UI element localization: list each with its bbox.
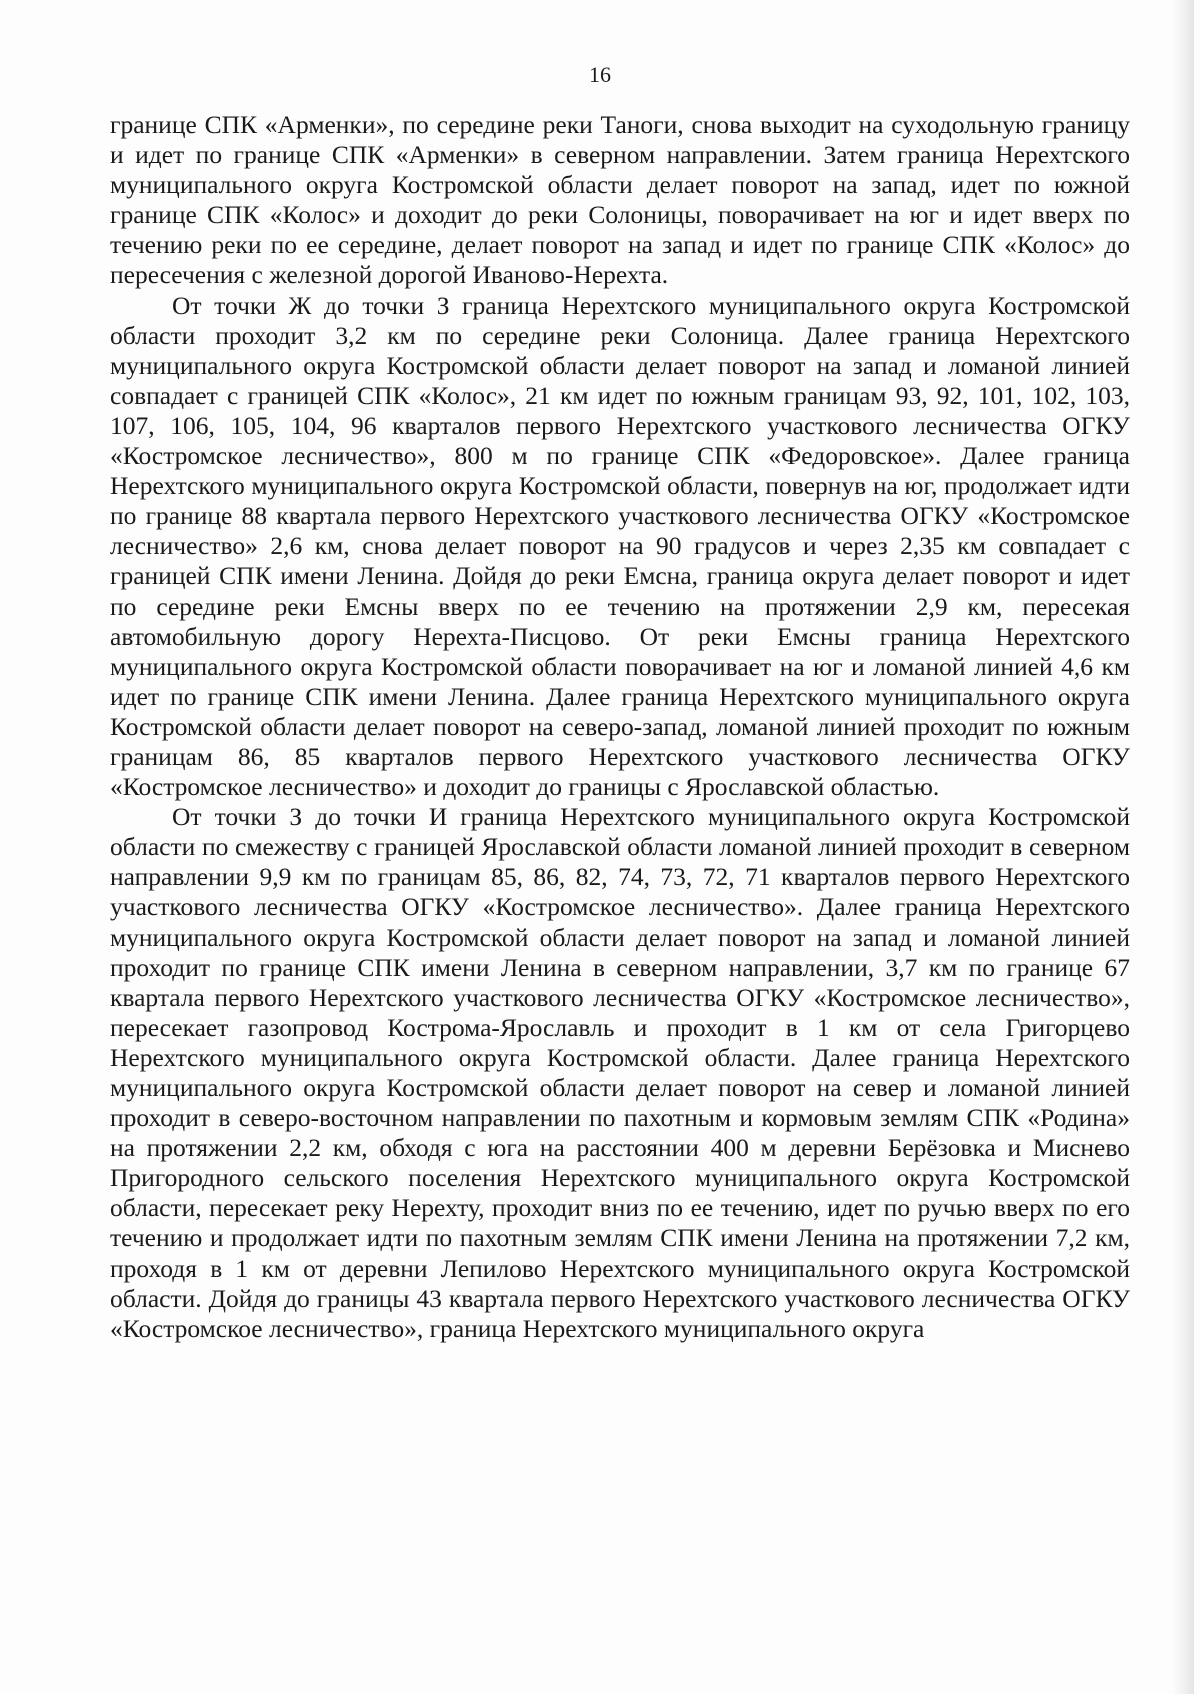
page-number: 16 — [589, 62, 611, 87]
scan-edge-shadow — [1172, 0, 1194, 1694]
document-body — [110, 110, 1130, 1344]
paragraph-3: От точки З до точки И граница Нерехтского муниципального округа Костромской области по смежеству с границей Ярославской области ломаной линией проходит в северном направлении 9,9 км по границам 85, 86, 82, 74, 73, 72, 71 кварталов первого Нерехтского участкового лесничества ОГКУ «Костромское лесничество». Далее граница Нерехтского муниципального округа Костромской области делает поворот на запад и ломаной линией проходит по границе СПК имени Ленина в северном направлении, 3,7 км по границе 67 квартала первого Нерехтского участкового лесничества ОГКУ «Костромское лесничество», пересекает газопровод Кострома-Ярославль и проходит в 1 км от села Григорцево Нерехтского муниципального округа Костромской области. Далее граница Нерехтского муниципального округа Костромской области делает поворот на север и ломаной линией проходит в северо-восточном направлении по пахотным и кормовым землям СПК «Родина» на протяжении 2,2 км, обходя с юга на расстоянии 400 м деревни Берёзовка и Миснево Пригородного сельского поселения Нерехтского муниципального округа Костромской области, пересекает реку Нерехту, проходит вниз по ее течению, идет по ручью вверх по его течению и продолжает идти по пахотным землям СПК имени Ленина на протяжении 7,2 км, проходя в 1 км от деревни Лепилово Нерехтского муниципального округа Костромской области. Дойдя до границы 43 квартала первого Нерехтского участкового лесничества ОГКУ «Костромское лесничество», граница Нерехтского муниципального округа — [110, 802, 1130, 1343]
paragraph-1: границе СПК «Арменки», по середине реки Таноги, снова выходит на суходольную границу и идет по границе СПК «Арменки» в северном направлении. Затем граница Нерехтского муниципального округа Костромской области делает поворот на запад, идет по южной границе СПК «Колос» и доходит до реки Солоницы, поворачивает на юг и идет вверх по течению реки по ее середине, делает поворот на запад и идет по границе СПК «Колос» до пересечения с железной дорогой Иваново-Нерехта. — [110, 110, 1130, 290]
paragraph-2: От точки Ж до точки З граница Нерехтского муниципального округа Костромской области проходит 3,2 км по середине реки Солоница. Далее граница Нерехтского муниципального округа Костромской области делает поворот на запад и ломаной линией совпадает с границей СПК «Колос», 21 км идет по южным границам 93, 92, 101, 102, 103, 107, 106, 105, 104, 96 кварталов первого Нерехтского участкового лесничества ОГКУ «Костромское лесничество», 800 м по границе СПК «Федоровское». Далее граница Нерехтского муниципального округа Костромской области, повернув на юг, продолжает идти по границе 88 квартала первого Нерехтского участкового лесничества ОГКУ «Костромское лесничество» 2,6 км, снова делает поворот на 90 градусов и через 2,35 км совпадает с границей СПК имени Ленина. Дойдя до реки Емсна, граница округа делает поворот и идет по середине реки Емсны вверх по ее течению на протяжении 2,9 км, пересекая автомобильную дорогу Нерехта-Писцово. От реки Емсны граница Нерехтского муниципального округа Костромской области поворачивает на юг и ломаной линией 4,6 км идет по границе СПК имени Ленина. Далее граница Нерехтского муниципального округа Костромской области делает поворот на северо-запад, ломаной линией проходит по южным границам 86, 85 кварталов первого Нерехтского участкового лесничества ОГКУ «Костромское лесничество» и доходит до границы с Ярославской областью. — [110, 290, 1130, 802]
